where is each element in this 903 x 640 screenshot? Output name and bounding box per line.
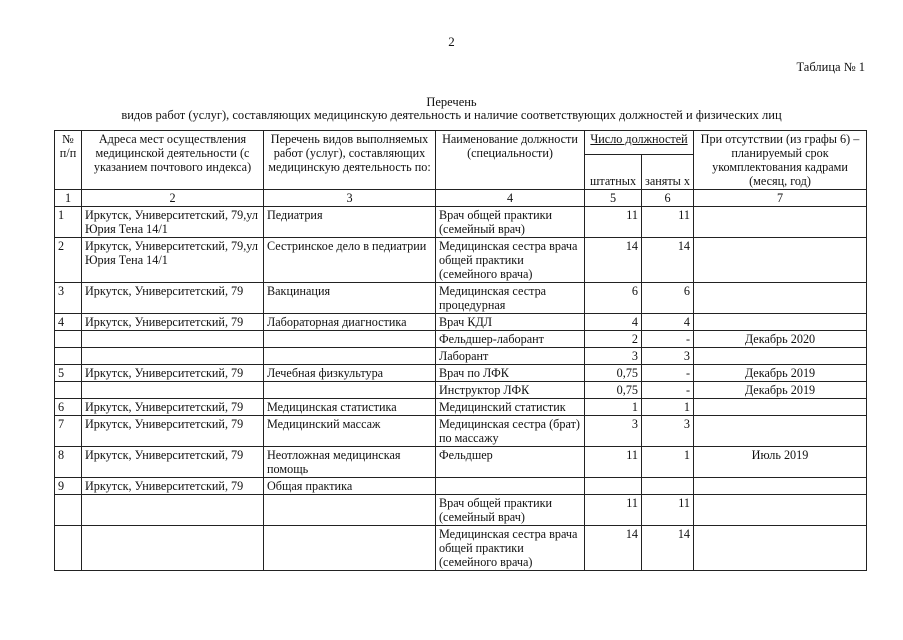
cell-position: Лаборант [436,348,585,365]
cell-position: Фельдшер-лаборант [436,331,585,348]
cell-occupied: 3 [642,416,694,447]
cell-num [55,331,82,348]
cell-num: 1 [55,207,82,238]
cell-occupied: - [642,365,694,382]
cell-address: Иркутск, Университетский, 79 [82,478,264,495]
document-title [0,96,903,122]
cell-num [55,526,82,571]
cell-occupied: 11 [642,207,694,238]
cell-address: Иркутск, Университетский, 79 [82,314,264,331]
cell-position: Фельдшер [436,447,585,478]
staffing-table [54,130,867,571]
table-row [55,495,867,526]
cell-staff: 0,75 [585,382,642,399]
cell-address: Иркутск, Университетский, 79,ул Юрия Тена 14/1 [82,238,264,283]
cell-work: Лечебная физкультура [264,365,436,382]
cell-staff: 0,75 [585,365,642,382]
cell-num: 7 [55,416,82,447]
cell-deadline [694,399,867,416]
cell-work: Медицинский массаж [264,416,436,447]
title-line-2: видов работ (услуг), составляющих медицинскую деятельность и наличие соответствующих должностей и физических лиц [121,108,782,122]
cell-address [82,331,264,348]
cell-staff: 3 [585,416,642,447]
cell-position: Врач общей практики (семейный врач) [436,495,585,526]
cell-address: Иркутск, Университетский, 79 [82,365,264,382]
header-count-label: Число должностей [590,132,688,146]
cell-num [55,495,82,526]
cell-deadline: Декабрь 2019 [694,382,867,399]
cell-num: 8 [55,447,82,478]
cell-position: Медицинская сестра (брат) по массажу [436,416,585,447]
cell-deadline [694,314,867,331]
cell-position: Медицинский статистик [436,399,585,416]
cell-staff [585,478,642,495]
cell-address: Иркутск, Университетский, 79 [82,416,264,447]
cell-deadline [694,238,867,283]
table-row [55,526,867,571]
cell-position: Врач КДЛ [436,314,585,331]
cell-num: 3 [55,283,82,314]
header-position: Наименование должности (специальности) [436,131,585,190]
cell-staff: 2 [585,331,642,348]
table-label: Таблица № 1 [796,60,865,74]
cell-position: Медицинская сестра врача общей практики (семейного врача) [436,238,585,283]
cell-deadline: Июль 2019 [694,447,867,478]
cell-staff: 11 [585,207,642,238]
cell-address: Иркутск, Университетский, 79 [82,399,264,416]
header-num: № п/п [55,131,82,190]
header-deadline: При отсутствии (из графы 6) – планируемый срок укомплектования кадрами (месяц, год) [694,131,867,190]
cell-deadline: Декабрь 2019 [694,365,867,382]
cell-deadline [694,283,867,314]
cell-position: Медицинская сестра процедурная [436,283,585,314]
cell-num [55,382,82,399]
cell-address [82,382,264,399]
table-row [55,314,867,331]
column-number: 3 [264,190,436,207]
cell-position: Врач по ЛФК [436,365,585,382]
cell-work [264,495,436,526]
column-number: 1 [55,190,82,207]
cell-work: Неотложная медицинская помощь [264,447,436,478]
cell-work [264,526,436,571]
table-row [55,365,867,382]
cell-occupied: 4 [642,314,694,331]
cell-num: 6 [55,399,82,416]
header-works: Перечень видов выполняемых работ (услуг), составляющих медицинскую деятельность по: [264,131,436,190]
page-number: 2 [448,34,455,49]
header-staff: штатных [585,155,642,190]
table-row [55,382,867,399]
column-number: 5 [585,190,642,207]
cell-deadline [694,478,867,495]
title-line-1: Перечень [426,95,477,109]
cell-occupied [642,478,694,495]
cell-work: Вакцинация [264,283,436,314]
cell-address [82,526,264,571]
cell-num: 9 [55,478,82,495]
table-row [55,283,867,314]
header-count [585,131,694,155]
cell-work: Общая практика [264,478,436,495]
cell-deadline [694,416,867,447]
cell-staff: 11 [585,495,642,526]
cell-staff: 11 [585,447,642,478]
cell-deadline [694,348,867,365]
column-number: 4 [436,190,585,207]
cell-work [264,382,436,399]
cell-work: Педиатрия [264,207,436,238]
table-row [55,447,867,478]
table-row [55,348,867,365]
cell-staff: 1 [585,399,642,416]
cell-occupied: 1 [642,399,694,416]
cell-num [55,348,82,365]
cell-work: Сестринское дело в педиатрии [264,238,436,283]
header-occupied: заняты х [642,155,694,190]
cell-deadline [694,526,867,571]
cell-occupied: - [642,331,694,348]
cell-address: Иркутск, Университетский, 79 [82,447,264,478]
cell-position: Инструктор ЛФК [436,382,585,399]
cell-address: Иркутск, Университетский, 79,ул Юрия Тена 14/1 [82,207,264,238]
cell-work: Медицинская статистика [264,399,436,416]
cell-position [436,478,585,495]
column-numbers-row [55,190,867,207]
column-number: 2 [82,190,264,207]
cell-staff: 6 [585,283,642,314]
column-number: 6 [642,190,694,207]
cell-occupied: 14 [642,238,694,283]
cell-occupied: 14 [642,526,694,571]
cell-occupied: - [642,382,694,399]
cell-position: Врач общей практики (семейный врач) [436,207,585,238]
table-row [55,399,867,416]
cell-occupied: 6 [642,283,694,314]
cell-staff: 4 [585,314,642,331]
cell-deadline: Декабрь 2020 [694,331,867,348]
cell-staff: 3 [585,348,642,365]
table-row [55,331,867,348]
cell-num: 4 [55,314,82,331]
cell-occupied: 11 [642,495,694,526]
cell-deadline [694,207,867,238]
table-row [55,478,867,495]
cell-position: Медицинская сестра врача общей практики (семейного врача) [436,526,585,571]
table-row [55,238,867,283]
cell-staff: 14 [585,526,642,571]
cell-num: 2 [55,238,82,283]
cell-address: Иркутск, Университетский, 79 [82,283,264,314]
cell-work: Лабораторная диагностика [264,314,436,331]
table-row [55,416,867,447]
cell-address [82,495,264,526]
cell-work [264,331,436,348]
cell-occupied: 3 [642,348,694,365]
column-number: 7 [694,190,867,207]
cell-work [264,348,436,365]
header-address: Адреса мест осуществления медицинской деятельности (с указанием почтового индекса) [82,131,264,190]
table-row [55,207,867,238]
cell-num: 5 [55,365,82,382]
cell-staff: 14 [585,238,642,283]
cell-occupied: 1 [642,447,694,478]
cell-deadline [694,495,867,526]
cell-address [82,348,264,365]
